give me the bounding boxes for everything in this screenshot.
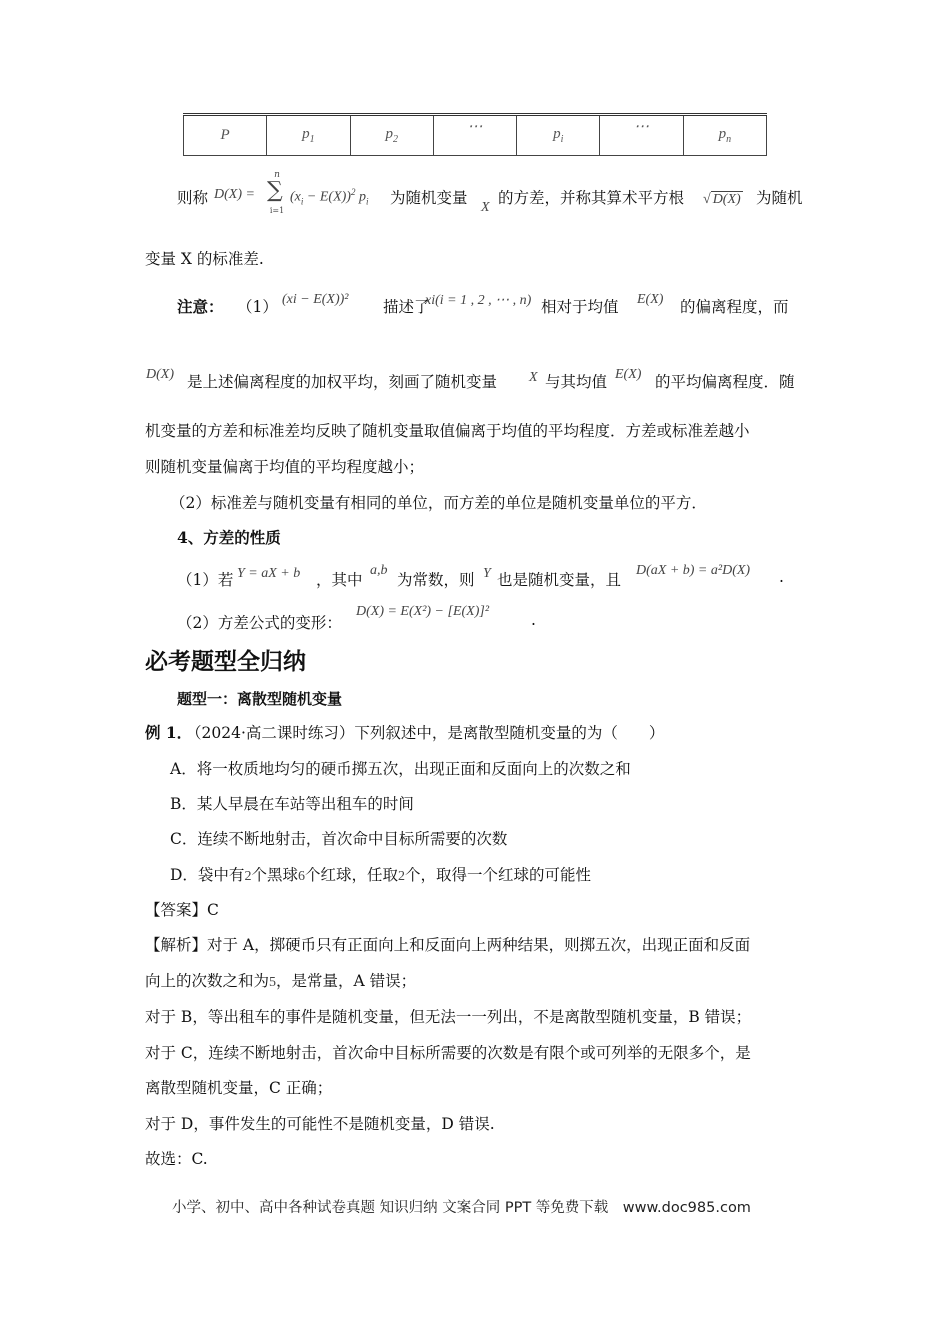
table-cell-pn: $p_n$ xyxy=(683,115,766,156)
section4-formula-ab: a,b xyxy=(370,563,388,578)
sqrt-dx: √ D(X) xyxy=(703,192,741,207)
section4-p1-text-5: . xyxy=(779,568,784,586)
analysis-line-6: 对于 D，事件发生的可能性不是随机变量，D 错误. xyxy=(145,1115,495,1133)
section4-p1-text-4: 也是随机变量，且 xyxy=(497,571,622,589)
sum-upper-limit: n xyxy=(274,170,280,180)
table-cell-ellipsis: ⋯ xyxy=(600,115,683,156)
analysis-line-5: 离散型随机变量，C 正确； xyxy=(145,1079,333,1097)
section4-p1-text-2: ，其中 xyxy=(316,571,363,589)
definition-text-1: 则称 xyxy=(177,189,209,207)
table-cell-P: P xyxy=(184,115,267,156)
note-text-2: 相对于均值 xyxy=(541,298,619,316)
sum-lower-limit: i=1 xyxy=(269,206,285,215)
option-b: B．某人早晨在车站等出租车的时间 xyxy=(170,795,414,813)
option-d: D．袋中有2个黑球6个红球，任取2个，取得一个红球的可能性 xyxy=(170,866,591,884)
section4-p1-text-3: 为常数，则 xyxy=(397,571,475,589)
type1-title: 题型一：离散型随机变量 xyxy=(177,690,343,708)
example-label: 例 1． xyxy=(145,723,193,742)
analysis-line-2: 向上的次数之和为5，是常量，A 错误； xyxy=(145,972,417,990)
note-text-7: 机变量的方差和标准差均反映了随机变量取值偏离于均值的平均程度．方差或标准差越小 xyxy=(145,422,750,440)
analysis-line-7: 故选：C. xyxy=(145,1150,208,1168)
table-cell-pi: $p_i$ xyxy=(517,115,600,156)
analysis-line-1: 【解析】对于 A，掷硬币只有正面向上和反面向上两种结果，则掷五次，出现正面和反面 xyxy=(145,936,751,954)
section4-formula-linear: Y = aX + b xyxy=(237,566,301,581)
answer: 【答案】C xyxy=(145,901,219,919)
option-a: A．将一枚质地均匀的硬币掷五次，出现正面和反面向上的次数之和 xyxy=(170,760,631,778)
table-cell-ellipsis: ⋯ xyxy=(433,115,516,156)
note-item1-num: （1） xyxy=(237,298,278,316)
note-formula-dx: D(X) xyxy=(146,367,174,382)
section4-p2-text-1: （2）方差公式的变形： xyxy=(177,614,342,632)
definition-text-2: 为随机变量 xyxy=(390,189,468,207)
sum-body: $(x_i - E(X))^2$ $p_i$ xyxy=(290,187,369,207)
section4-title: 4、方差的性质 xyxy=(177,528,281,547)
note-label: 注意： xyxy=(177,297,224,316)
section4-p2-text-2: . xyxy=(531,611,536,629)
analysis-line-4: 对于 C，连续不断地射击，首次命中目标所需要的次数是有限个或可列举的无限多个，是 xyxy=(145,1044,751,1062)
note-text-5: 与其均值 xyxy=(545,373,608,391)
note-item2: （2）标准差与随机变量有相同的单位，而方差的单位是随机变量单位的平方． xyxy=(170,494,707,512)
table-cell-p1: $p_1$ xyxy=(267,115,350,156)
definition-text-5: 变量 X 的标准差. xyxy=(145,250,264,268)
var-x: X xyxy=(481,200,490,215)
table-cell-p2: $p_2$ xyxy=(350,115,433,156)
note-formula-ex: E(X) xyxy=(637,292,664,307)
note-formula-range: xi(i = 1 , 2 , ⋯ , n) xyxy=(425,293,532,308)
section4-formula-variance-alt: D(X) = E(X²) − [E(X)]² xyxy=(356,604,490,619)
note-formula-deviation: (xi − E(X))² xyxy=(282,292,349,307)
page-heading: 必考题型全归纳 xyxy=(145,649,306,675)
note-formula-ex-2: E(X) xyxy=(615,367,642,382)
section4-formula-y: Y xyxy=(483,566,491,581)
section4-p1-text-1: （1）若 xyxy=(177,571,234,589)
note-text-3: 的偏离程度，而 xyxy=(680,298,789,316)
sum-symbol: ∑ xyxy=(267,178,283,203)
formula-dx: D(X) = xyxy=(214,187,255,202)
note-text-8: 则随机变量偏离于均值的平均程度越小； xyxy=(145,458,425,476)
note-text-1: 描述了 xyxy=(383,298,430,316)
footer-text: 小学、初中、高中各种试卷真题 知识归纳 文案合同 PPT 等免费下载 www.doc985.com xyxy=(172,1200,751,1216)
option-c: C．连续不断地射击，首次命中目标所需要的次数 xyxy=(170,830,508,848)
definition-text-3: 的方差，并称其算术平方根 xyxy=(498,189,685,207)
note-text-6: 的平均偏离程度．随 xyxy=(655,373,795,391)
section4-formula-variance-linear: D(aX + b) = a²D(X) xyxy=(636,563,751,578)
note-text-4: 是上述偏离程度的加权平均，刻画了随机变量 xyxy=(187,373,498,391)
note-var-x: X xyxy=(529,370,538,385)
definition-text-4: 为随机 xyxy=(756,189,803,207)
probability-table xyxy=(183,113,767,156)
analysis-line-3: 对于 B，等出租车的事件是随机变量，但无法一一列出，不是离散型随机变量，B 错误； xyxy=(145,1008,752,1026)
example-stem: （2024·高二课时练习）下列叙述中，是离散型随机变量的为（ ） xyxy=(186,724,665,742)
table-row xyxy=(184,115,767,156)
